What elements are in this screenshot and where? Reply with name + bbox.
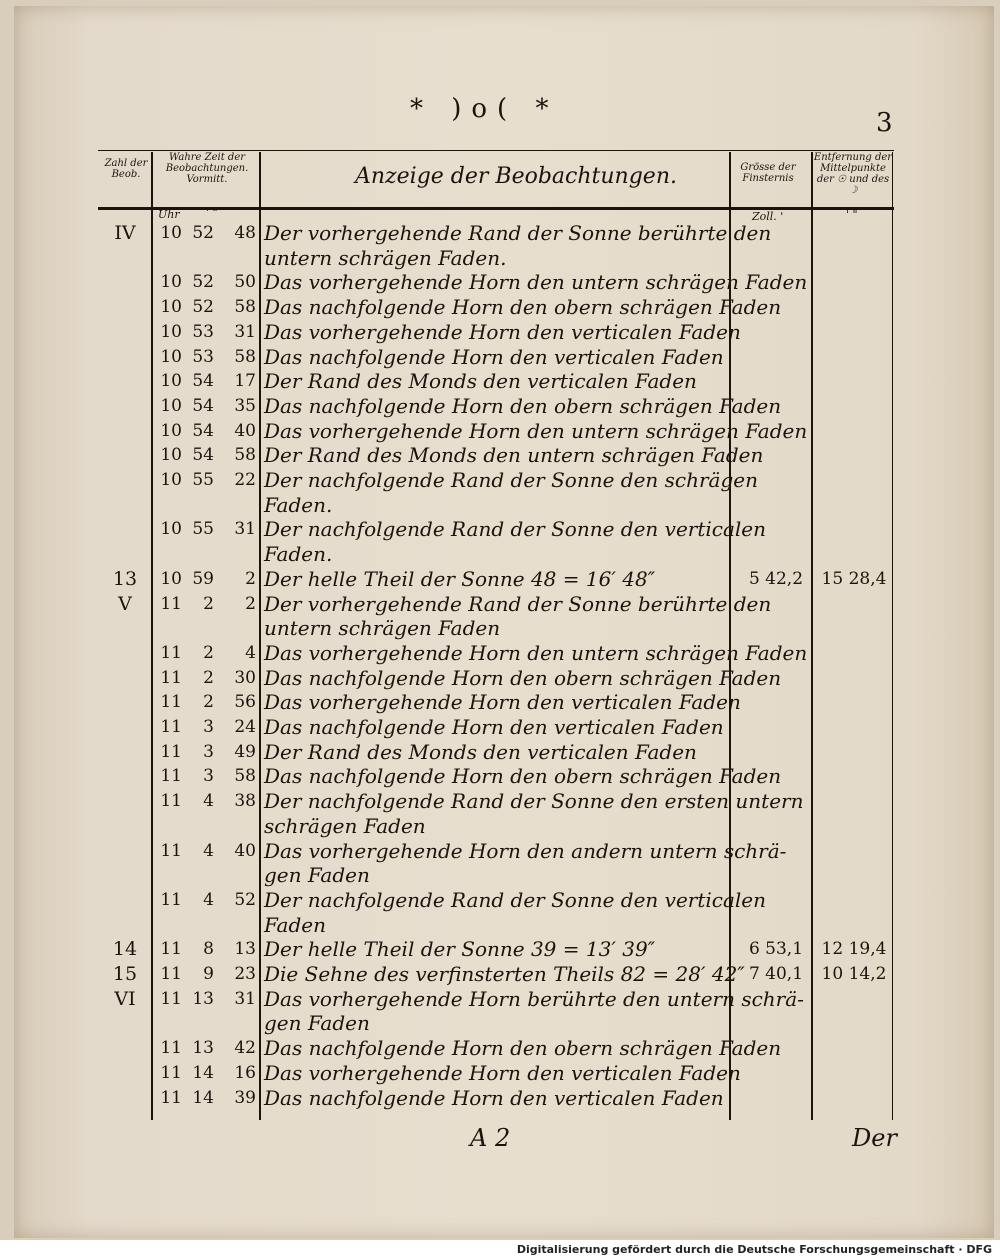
header-top-rule (98, 150, 894, 151)
observation-text-cell: Das nachfolgende Horn den obern schrägen Faden (264, 295, 782, 320)
time-minute-cell: 2 (203, 692, 214, 713)
center-distance-cell: 12 19,4 (821, 939, 887, 960)
table-row (0, 987, 1000, 1012)
table-row (0, 592, 1000, 617)
time-second-cell: 52 (234, 889, 256, 910)
observation-text-cell: Der Rand des Monds den verticalen Faden (264, 369, 697, 394)
time-hour-cell: 11 (160, 988, 182, 1009)
table-row (0, 913, 1000, 938)
credit-bar (0, 1240, 1000, 1260)
time-second-cell: 56 (234, 692, 256, 713)
table-row (0, 221, 1000, 246)
time-hour-cell: 11 (160, 692, 182, 713)
time-minute-cell: 54 (192, 420, 214, 441)
column-header-number: Zahl der Beob. (104, 158, 148, 180)
table-row (0, 1011, 1000, 1036)
time-minute-cell: 14 (192, 1087, 214, 1108)
eclipse-size-cell: 5 42,2 (748, 568, 804, 589)
table-row (0, 888, 1000, 913)
table-row (0, 1061, 1000, 1086)
time-minute-cell: 3 (203, 766, 214, 787)
table-row (0, 764, 1000, 789)
observation-text-cell: Die Sehne des verfinsterten Theils 82 = 28′ 42″ (264, 962, 745, 986)
time-second-cell: 22 (234, 470, 256, 490)
time-minute-cell: 14 (192, 1062, 214, 1083)
column-header-size: Grösse der Finsternis (740, 162, 796, 184)
table-row (0, 419, 1000, 444)
time-minute-cell: 52 (192, 223, 214, 243)
observation-text-cell: Der helle Theil der Sonne 39 = 13′ 39″ (264, 937, 656, 962)
observation-number-cell: VI (114, 987, 136, 1010)
eclipse-size-cell: 7 40,1 (748, 964, 804, 984)
observation-text-cell: Der nachfolgende Rand der Sonne den verticalen (264, 517, 767, 542)
table-row (0, 345, 1000, 370)
time-minute-cell: 55 (192, 519, 214, 540)
observation-text-cell: Das vorhergehende Horn berührte den untern schrä- (264, 986, 804, 1011)
observation-text-cell: schrägen Faden (264, 813, 426, 838)
time-second-cell: 24 (234, 717, 256, 737)
table-row (0, 369, 1000, 394)
eclipse-size-cell: 6 53,1 (748, 939, 804, 960)
observation-text-cell: Faden. (264, 492, 333, 517)
table-row (0, 863, 1000, 888)
center-distance-cell: 10 14,2 (821, 964, 887, 984)
signature-mark: A 2 (470, 1124, 511, 1152)
time-minute-cell: 13 (192, 988, 214, 1009)
column-header-description: Anzeige der Beobachtungen. (355, 164, 677, 189)
time-second-cell: 38 (234, 791, 256, 812)
time-second-cell: 30 (234, 667, 256, 688)
observation-text-cell: Der nachfolgende Rand der Sonne den verticalen (264, 887, 767, 912)
table-row (0, 937, 1000, 962)
time-second-cell: 23 (234, 964, 256, 984)
time-minute-cell: 54 (192, 445, 214, 466)
time-minute-cell: 4 (203, 889, 214, 910)
table-row (0, 246, 1000, 271)
time-hour-cell: 10 (160, 371, 182, 392)
time-second-cell: 2 (245, 593, 256, 614)
time-second-cell: 16 (234, 1062, 256, 1083)
observation-text-cell: Das vorhergehende Horn den verticalen Faden (264, 690, 741, 715)
observation-text-cell: Das vorhergehende Horn den verticalen Faden (264, 319, 741, 344)
time-second-cell: 42 (234, 1038, 256, 1059)
observation-text-cell: Das nachfolgende Horn den verticalen Faden (264, 1085, 724, 1110)
time-hour-cell: 10 (160, 519, 182, 540)
observation-text-cell: Der nachfolgende Rand der Sonne den schrägen (264, 468, 758, 492)
time-hour-cell: 11 (160, 889, 182, 910)
column-header-distance: Entfernung der Mittelpunkte der ☉ und des ☽ (813, 152, 893, 196)
time-second-cell: 58 (234, 346, 256, 367)
time-second-cell: 13 (234, 939, 256, 960)
observation-text-cell: Das nachfolgende Horn den verticalen Faden (264, 715, 724, 739)
time-minute-cell: 3 (203, 741, 214, 762)
time-hour-cell: 10 (160, 445, 182, 466)
time-minute-cell: 2 (203, 642, 214, 663)
time-minute-cell: 2 (203, 593, 214, 614)
time-minute-cell: 52 (192, 297, 214, 318)
time-hour-cell: 11 (160, 1087, 182, 1108)
observation-text-cell: Der helle Theil der Sonne 48 = 16′ 48″ (264, 566, 656, 591)
time-minute-cell: 54 (192, 395, 214, 416)
time-hour-cell: 10 (160, 395, 182, 416)
time-hour-cell: 10 (160, 321, 182, 342)
unit-size: Zoll. ' (752, 210, 784, 223)
time-second-cell: 2 (245, 568, 256, 589)
time-minute-cell: 4 (203, 791, 214, 812)
time-minute-cell: 2 (203, 667, 214, 688)
table-row (0, 616, 1000, 641)
time-second-cell: 4 (245, 642, 256, 663)
time-hour-cell: 11 (160, 791, 182, 812)
time-hour-cell: 10 (160, 223, 182, 243)
observation-text-cell: Faden. (264, 542, 333, 567)
time-minute-cell: 54 (192, 371, 214, 392)
time-second-cell: 48 (234, 223, 256, 243)
time-hour-cell: 11 (160, 741, 182, 762)
dfg-credit-text: Digitalisierung gefördert durch die Deutsche Forschungsgemeinschaft · DFG (516, 1243, 992, 1256)
time-minute-cell: 53 (192, 321, 214, 342)
time-minute-cell: 52 (192, 272, 214, 293)
time-second-cell: 17 (234, 371, 256, 392)
unit-hour: Uhr (158, 208, 180, 221)
observation-number-cell: V (118, 592, 132, 615)
time-second-cell: 31 (234, 988, 256, 1009)
table-row (0, 1086, 1000, 1111)
observation-text-cell: Der vorhergehende Rand der Sonne berührte den (264, 591, 772, 616)
time-second-cell: 31 (234, 321, 256, 342)
observation-text-cell: Das nachfolgende Horn den verticalen Faden (264, 344, 724, 369)
observation-text-cell: Das nachfolgende Horn den obern schrägen Faden (264, 1036, 782, 1061)
time-minute-cell: 53 (192, 346, 214, 367)
table-row (0, 320, 1000, 345)
observation-text-cell: Das nachfolgende Horn den obern schrägen Faden (264, 393, 782, 418)
table-row (0, 270, 1000, 295)
table-row (0, 814, 1000, 839)
table-row (0, 567, 1000, 592)
table-row (0, 740, 1000, 765)
time-hour-cell: 11 (160, 1038, 182, 1059)
catchword: Der (852, 1124, 897, 1152)
observation-text-cell: Der vorhergehende Rand der Sonne berührte den (264, 221, 772, 245)
observation-text-cell: untern schrägen Faden. (264, 245, 507, 270)
time-second-cell: 35 (234, 395, 256, 416)
observation-text-cell: Das vorhergehende Horn den untern schrägen Faden (264, 640, 808, 665)
observation-text-cell: Faden (264, 912, 326, 937)
time-second-cell: 39 (234, 1087, 256, 1108)
time-minute-cell: 4 (203, 840, 214, 861)
observation-number-cell: 13 (112, 567, 138, 590)
table-row (0, 517, 1000, 542)
time-hour-cell: 10 (160, 297, 182, 318)
time-hour-cell: 11 (160, 642, 182, 663)
observation-text-cell: Das vorhergehende Horn den untern schrägen Faden (264, 418, 808, 443)
unit-distance-marks: ' " (846, 208, 858, 221)
time-minute-cell: 13 (192, 1038, 214, 1059)
time-second-cell: 58 (234, 297, 256, 318)
time-second-cell: 58 (234, 766, 256, 787)
table-row (0, 715, 1000, 740)
table-row (0, 839, 1000, 864)
table-row (0, 542, 1000, 567)
time-hour-cell: 11 (160, 766, 182, 787)
table-row (0, 394, 1000, 419)
table-row (0, 789, 1000, 814)
page-number: 3 (876, 108, 893, 138)
time-hour-cell: 11 (160, 593, 182, 614)
observation-number-cell: 15 (112, 963, 138, 985)
table-row (0, 641, 1000, 666)
time-second-cell: 31 (234, 519, 256, 540)
observation-number-cell: 14 (112, 938, 138, 961)
time-hour-cell: 10 (160, 272, 182, 293)
table-row (0, 295, 1000, 320)
table-row (0, 443, 1000, 468)
time-minute-cell: 59 (192, 568, 214, 589)
table-row (0, 468, 1000, 493)
table-row (0, 690, 1000, 715)
table-row (0, 493, 1000, 518)
observation-text-cell: Das vorhergehende Horn den andern untern schrä- (264, 838, 787, 863)
observation-text-cell: gen Faden (264, 863, 370, 888)
time-hour-cell: 11 (160, 717, 182, 737)
header-ornament: * )o( * (410, 94, 559, 124)
column-header-time: Wahre Zeit der Beobachtungen. Vormitt. (165, 152, 249, 185)
table-row (0, 666, 1000, 691)
time-second-cell: 50 (234, 272, 256, 293)
time-minute-cell: 8 (203, 939, 214, 960)
time-minute-cell: 55 (192, 470, 214, 490)
observation-text-cell: Das vorhergehende Horn den verticalen Faden (264, 1060, 741, 1085)
observation-text-cell: Das nachfolgende Horn den obern schrägen Faden (264, 665, 782, 690)
center-distance-cell: 15 28,4 (821, 568, 887, 589)
observation-text-cell: Der Rand des Monds den untern schrägen Faden (264, 443, 764, 468)
time-hour-cell: 11 (160, 964, 182, 984)
time-hour-cell: 11 (160, 667, 182, 688)
time-second-cell: 58 (234, 445, 256, 466)
observation-number-cell: IV (114, 222, 136, 244)
time-hour-cell: 10 (160, 568, 182, 589)
observation-text-cell: gen Faden (264, 1011, 370, 1036)
table-row (0, 1036, 1000, 1061)
time-hour-cell: 10 (160, 420, 182, 441)
time-hour-cell: 11 (160, 840, 182, 861)
time-second-cell: 49 (234, 741, 256, 762)
time-second-cell: 40 (234, 420, 256, 441)
time-hour-cell: 10 (160, 470, 182, 490)
table-row (0, 962, 1000, 987)
observation-text-cell: Das nachfolgende Horn den obern schrägen Faden (264, 764, 782, 789)
time-hour-cell: 11 (160, 1062, 182, 1083)
time-minute-cell: 3 (203, 717, 214, 737)
observation-text-cell: untern schrägen Faden (264, 616, 501, 641)
time-second-cell: 40 (234, 840, 256, 861)
observation-text-cell: Das vorhergehende Horn den untern schrägen Faden (264, 270, 808, 295)
time-minute-cell: 9 (203, 964, 214, 984)
time-hour-cell: 11 (160, 939, 182, 960)
unit-time-marks: ' " (206, 206, 218, 219)
observation-text-cell: Der nachfolgende Rand der Sonne den ersten untern (264, 789, 804, 814)
time-hour-cell: 10 (160, 346, 182, 367)
observation-text-cell: Der Rand des Monds den verticalen Faden (264, 739, 697, 764)
